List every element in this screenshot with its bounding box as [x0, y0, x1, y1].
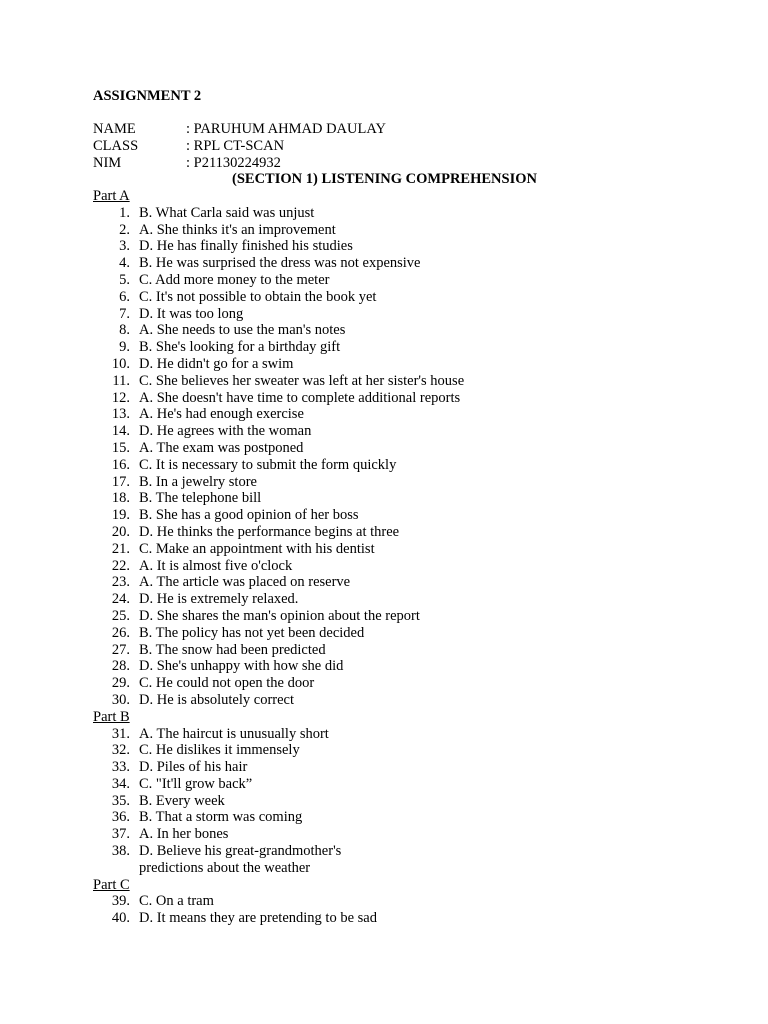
info-row-name: [93, 121, 386, 138]
item-number: 21.: [111, 540, 130, 557]
item-answer: B. In a jewelry store: [139, 473, 257, 490]
item-answer: A. She thinks it's an improvement: [139, 221, 336, 238]
part-label: Part B: [93, 708, 130, 725]
list-item: [93, 457, 693, 474]
item-answer: D. Believe his great-grandmother's: [139, 843, 342, 860]
item-number: 18.: [111, 490, 130, 507]
list-item: [93, 406, 693, 423]
item-answer: A. In her bones: [139, 826, 229, 843]
list-item: [93, 339, 693, 356]
list-item: [93, 893, 693, 910]
item-number: 13.: [111, 406, 130, 423]
item-answer: B. Every week: [139, 792, 225, 809]
list-item: [93, 843, 693, 877]
list-item: [93, 272, 693, 289]
item-number: 24.: [111, 591, 130, 608]
list-item: [93, 759, 693, 776]
list-item: [93, 591, 693, 608]
item-answer: B. The policy has not yet been decided: [139, 624, 365, 641]
list-item: [93, 356, 693, 373]
list-item: [93, 658, 693, 675]
item-answer: B. That a storm was coming: [139, 809, 303, 826]
item-number: 3.: [119, 238, 130, 255]
list-item: [93, 692, 693, 709]
item-number: 29.: [111, 675, 130, 692]
item-answer: A. The exam was postponed: [139, 439, 304, 456]
list-item: [93, 742, 693, 759]
item-answer: B. He was surprised the dress was not expensive: [139, 255, 421, 272]
list-item: [93, 222, 693, 239]
item-answer: A. The haircut is unusually short: [139, 725, 329, 742]
list-item: [93, 373, 693, 390]
item-number: 14.: [111, 423, 130, 440]
assignment-title: ASSIGNMENT 2: [93, 88, 202, 104]
list-item: [93, 524, 693, 541]
item-answer: C. It's not possible to obtain the book yet: [139, 288, 377, 305]
item-number: 15.: [111, 439, 130, 456]
list-item: [93, 423, 693, 440]
list-item: [93, 625, 693, 642]
item-number: 32.: [111, 742, 130, 759]
list-item: [93, 205, 693, 222]
list-item: [93, 910, 693, 927]
item-answer: D. He agrees with the woman: [139, 423, 312, 440]
list-item: [93, 390, 693, 407]
item-answer: C. He could not open the door: [139, 675, 315, 692]
list-item: [93, 826, 693, 843]
list-item: [93, 809, 693, 826]
item-answer: B. The snow had been predicted: [139, 641, 326, 658]
list-item: [93, 675, 693, 692]
list-item: [93, 726, 693, 743]
item-answer: A. She needs to use the man's notes: [139, 322, 346, 339]
item-number: 22.: [111, 557, 130, 574]
item-number: 33.: [111, 759, 130, 776]
item-answer: B. The telephone bill: [139, 490, 262, 507]
item-answer: C. "It'll grow back”: [139, 775, 253, 792]
item-number: 16.: [111, 456, 130, 473]
item-number: 10.: [111, 355, 130, 372]
part-label: Part C: [93, 876, 130, 893]
section-heading: (SECTION 1) LISTENING COMPREHENSION: [232, 171, 537, 187]
item-answer: B. She's looking for a birthday gift: [139, 339, 341, 356]
list-item: [93, 642, 693, 659]
list-item: [93, 289, 693, 306]
info-value: : P21130224932: [186, 155, 281, 171]
info-label: NIM: [93, 155, 122, 171]
item-answer: C. She believes her sweater was left at her sister's house: [139, 372, 465, 389]
part-label: Part A: [93, 188, 130, 204]
answer-list: [93, 188, 693, 927]
item-number: 31.: [111, 725, 130, 742]
item-answer: A. The article was placed on reserve: [139, 574, 351, 591]
list-item: [93, 793, 693, 810]
item-answer-continuation: predictions about the weather: [139, 859, 311, 876]
item-number: 35.: [111, 792, 130, 809]
item-number: 8.: [119, 322, 130, 339]
item-number: 19.: [111, 507, 130, 524]
item-answer: C. It is necessary to submit the form quickly: [139, 456, 397, 473]
item-number: 39.: [111, 893, 130, 910]
item-answer: D. He is absolutely correct: [139, 691, 295, 708]
item-answer: D. It means they are pretending to be sad: [139, 910, 377, 927]
item-number: 6.: [119, 288, 130, 305]
list-item: [93, 776, 693, 793]
item-number: 9.: [119, 339, 130, 356]
item-number: 1.: [119, 204, 130, 221]
info-label: NAME: [93, 121, 136, 137]
list-item: [93, 608, 693, 625]
student-info: [93, 121, 386, 172]
info-row-class: [93, 138, 386, 155]
item-number: 20.: [111, 523, 130, 540]
info-label: CLASS: [93, 138, 139, 154]
item-answer: A. She doesn't have time to complete additional reports: [139, 389, 461, 406]
item-answer: D. He is extremely relaxed.: [139, 591, 299, 608]
item-number: 7.: [119, 305, 130, 322]
item-number: 37.: [111, 826, 130, 843]
item-number: 38.: [111, 843, 130, 860]
item-answer: D. It was too long: [139, 305, 244, 322]
item-answer: D. He thinks the performance begins at three: [139, 523, 400, 540]
item-number: 25.: [111, 607, 130, 624]
item-number: 40.: [111, 910, 130, 927]
list-item: [93, 558, 693, 575]
item-answer: D. She's unhappy with how she did: [139, 658, 344, 675]
item-answer: D. Piles of his hair: [139, 759, 248, 776]
item-number: 5.: [119, 271, 130, 288]
item-answer: C. Make an appointment with his dentist: [139, 540, 375, 557]
item-answer: B. What Carla said was unjust: [139, 204, 315, 221]
item-number: 34.: [111, 775, 130, 792]
list-item: [93, 490, 693, 507]
info-value: : RPL CT-SCAN: [186, 138, 285, 154]
item-number: 17.: [111, 473, 130, 490]
item-answer: C. On a tram: [139, 893, 214, 910]
item-answer: D. She shares the man's opinion about the report: [139, 607, 420, 624]
item-number: 26.: [111, 624, 130, 641]
info-row-nim: [93, 155, 386, 172]
list-item: [93, 238, 693, 255]
item-number: 11.: [112, 372, 130, 389]
item-answer: D. He didn't go for a swim: [139, 355, 294, 372]
item-number: 12.: [111, 389, 130, 406]
item-number: 27.: [111, 641, 130, 658]
item-number: 30.: [111, 691, 130, 708]
info-value: : PARUHUM AHMAD DAULAY: [186, 121, 386, 137]
list-item: [93, 440, 693, 457]
item-number: 28.: [111, 658, 130, 675]
list-item: [93, 541, 693, 558]
list-item: [93, 322, 693, 339]
item-answer: A. It is almost five o'clock: [139, 557, 293, 574]
list-item: [93, 507, 693, 524]
item-number: 23.: [111, 574, 130, 591]
item-answer: C. Add more money to the meter: [139, 271, 330, 288]
list-item: [93, 255, 693, 272]
item-number: 36.: [111, 809, 130, 826]
item-answer: A. He's had enough exercise: [139, 406, 304, 423]
list-item: [93, 474, 693, 491]
list-item: [93, 574, 693, 591]
list-item: [93, 306, 693, 323]
item-answer: D. He has finally finished his studies: [139, 238, 353, 255]
item-answer: C. He dislikes it immensely: [139, 742, 300, 759]
item-number: 4.: [119, 255, 130, 272]
item-answer: B. She has a good opinion of her boss: [139, 507, 359, 524]
item-number: 2.: [119, 221, 130, 238]
